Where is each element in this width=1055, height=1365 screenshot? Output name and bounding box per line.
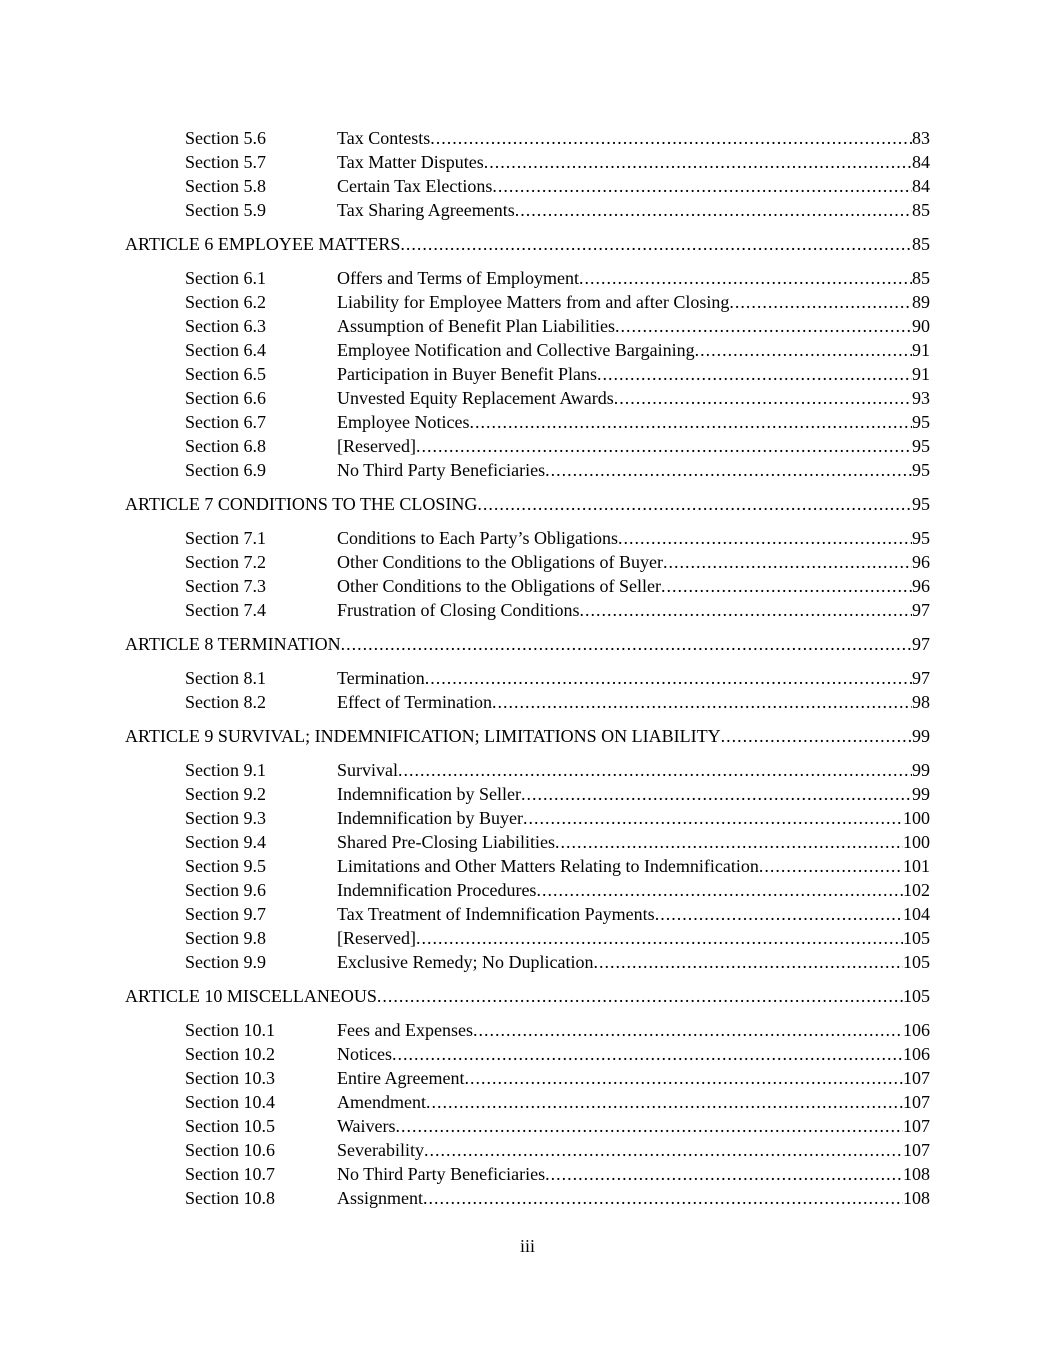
toc-page-number: 97 bbox=[912, 634, 930, 654]
toc-entry-title: Severability bbox=[337, 1140, 424, 1160]
page-footer-number: iii bbox=[519, 1236, 535, 1256]
dot-leader bbox=[615, 314, 912, 338]
toc-section-number: Section 10.8 bbox=[185, 1188, 275, 1208]
toc-section-number: Section 8.1 bbox=[185, 668, 266, 688]
toc-page-number: 83 bbox=[912, 128, 930, 148]
toc-entry-title: Employee Notices bbox=[337, 412, 470, 432]
toc-page-number: 106 bbox=[903, 1020, 930, 1040]
dot-leader bbox=[424, 1138, 903, 1162]
toc-list bbox=[125, 126, 930, 1210]
toc-section-row bbox=[125, 410, 930, 434]
toc-entry-title: Certain Tax Elections bbox=[337, 176, 493, 196]
dot-leader bbox=[729, 290, 912, 314]
toc-section-row bbox=[125, 290, 930, 314]
dot-leader bbox=[545, 1162, 903, 1186]
toc-section-row bbox=[125, 782, 930, 806]
dot-leader bbox=[396, 1114, 903, 1138]
toc-section-number: Section 6.6 bbox=[185, 388, 266, 408]
dot-leader bbox=[721, 724, 912, 748]
toc-section-number: Section 9.8 bbox=[185, 928, 266, 948]
toc-entry-title: Assumption of Benefit Plan Liabilities bbox=[337, 316, 615, 336]
toc-section-row bbox=[125, 830, 930, 854]
toc-section-number: Section 6.2 bbox=[185, 292, 266, 312]
toc-entry-title: Tax Contests bbox=[337, 128, 431, 148]
dot-leader bbox=[477, 492, 912, 516]
toc-entry-title: Other Conditions to the Obligations of Buyer bbox=[337, 552, 663, 572]
toc-page-number: 108 bbox=[903, 1164, 930, 1184]
toc-page-number: 96 bbox=[912, 552, 930, 572]
toc-entry-title: Entire Agreement bbox=[337, 1068, 465, 1088]
toc-section-row bbox=[125, 1066, 930, 1090]
toc-section-row bbox=[125, 666, 930, 690]
toc-page-number: 90 bbox=[912, 316, 930, 336]
toc-entry-title: Conditions to Each Party’s Obligations bbox=[337, 528, 618, 548]
toc-page-number: 84 bbox=[912, 176, 930, 196]
toc-section-row bbox=[125, 1090, 930, 1114]
dot-leader bbox=[695, 338, 912, 362]
toc-entry-title: Unvested Equity Replacement Awards bbox=[337, 388, 614, 408]
toc-page-number: 105 bbox=[903, 986, 930, 1006]
toc-page-number: 84 bbox=[912, 152, 930, 172]
toc-section-number: Section 6.3 bbox=[185, 316, 266, 336]
toc-page-number: 100 bbox=[903, 808, 930, 828]
toc-article-row bbox=[125, 984, 930, 1008]
toc-section-row bbox=[125, 314, 930, 338]
toc-section-row bbox=[125, 362, 930, 386]
dot-leader bbox=[341, 632, 912, 656]
toc-page-number: 85 bbox=[912, 268, 930, 288]
toc-section-number: Section 9.4 bbox=[185, 832, 266, 852]
toc-entry-title: No Third Party Beneficiaries bbox=[337, 460, 546, 480]
toc-page-number: 91 bbox=[912, 364, 930, 384]
toc-page-number: 98 bbox=[912, 692, 930, 712]
toc-page-number: 102 bbox=[903, 880, 930, 900]
dot-leader bbox=[416, 434, 912, 458]
toc-page-number: 95 bbox=[912, 436, 930, 456]
toc-page-number: 100 bbox=[903, 832, 930, 852]
toc-page-number: 107 bbox=[903, 1116, 930, 1136]
toc-page-number: 107 bbox=[903, 1068, 930, 1088]
toc-section-number: Section 6.7 bbox=[185, 412, 266, 432]
toc-entry-title: Survival bbox=[337, 760, 398, 780]
toc-section-row bbox=[125, 926, 930, 950]
toc-section-number: Section 9.1 bbox=[185, 760, 266, 780]
toc-page-number: 99 bbox=[912, 726, 930, 746]
toc-entry-title: Indemnification by Seller bbox=[337, 784, 521, 804]
dot-leader bbox=[400, 232, 912, 256]
toc-entry-title: Fees and Expenses bbox=[337, 1020, 473, 1040]
toc-entry-title: Participation in Buyer Benefit Plans bbox=[337, 364, 597, 384]
dot-leader bbox=[492, 174, 912, 198]
toc-section-number: Section 10.1 bbox=[185, 1020, 275, 1040]
toc-section-row bbox=[125, 1138, 930, 1162]
toc-section-number: Section 9.3 bbox=[185, 808, 266, 828]
dot-leader bbox=[593, 950, 903, 974]
toc-section-number: Section 6.5 bbox=[185, 364, 266, 384]
toc-section-row bbox=[125, 854, 930, 878]
toc-entry-title: Tax Sharing Agreements bbox=[337, 200, 515, 220]
toc-section-row bbox=[125, 1186, 930, 1210]
toc-entry-title: Termination bbox=[337, 668, 425, 688]
toc-section-number: Section 5.8 bbox=[185, 176, 266, 196]
dot-leader bbox=[464, 1066, 903, 1090]
toc-page-number: 85 bbox=[912, 234, 930, 254]
dot-leader bbox=[597, 362, 912, 386]
toc-section-row bbox=[125, 574, 930, 598]
toc-page-number: 105 bbox=[903, 952, 930, 972]
toc-entry-title: Indemnification Procedures bbox=[337, 880, 537, 900]
dot-leader bbox=[579, 266, 912, 290]
toc-section-row bbox=[125, 550, 930, 574]
toc-section-number: Section 8.2 bbox=[185, 692, 266, 712]
toc-section-row bbox=[125, 458, 930, 482]
toc-section-row bbox=[125, 338, 930, 362]
toc-section-row bbox=[125, 266, 930, 290]
dot-leader bbox=[473, 1018, 903, 1042]
toc-section-row bbox=[125, 150, 930, 174]
toc-article-row bbox=[125, 232, 930, 256]
toc-section-number: Section 6.9 bbox=[185, 460, 266, 480]
toc-page-number: 99 bbox=[912, 760, 930, 780]
toc-section-number: Section 5.9 bbox=[185, 200, 266, 220]
toc-article-title: ARTICLE 6 EMPLOYEE MATTERS bbox=[125, 234, 401, 254]
toc-page-number: 97 bbox=[912, 668, 930, 688]
toc-section-row bbox=[125, 690, 930, 714]
toc-entry-title: Frustration of Closing Conditions bbox=[337, 600, 580, 620]
toc-section-row bbox=[125, 198, 930, 222]
toc-section-number: Section 9.6 bbox=[185, 880, 266, 900]
dot-leader bbox=[759, 854, 903, 878]
dot-leader bbox=[423, 1186, 903, 1210]
dot-leader bbox=[618, 526, 912, 550]
toc-article-row bbox=[125, 632, 930, 656]
toc-entry-title: Amendment bbox=[337, 1092, 426, 1112]
toc-page-number: 99 bbox=[912, 784, 930, 804]
dot-leader bbox=[555, 830, 903, 854]
dot-leader bbox=[392, 1042, 903, 1066]
toc-entry-title: Employee Notification and Collective Bargaining bbox=[337, 340, 695, 360]
dot-leader bbox=[484, 150, 912, 174]
toc-article-title: ARTICLE 9 SURVIVAL; INDEMNIFICATION; LIMITATIONS ON LIABILITY bbox=[125, 726, 721, 746]
dot-leader bbox=[655, 902, 903, 926]
dot-leader bbox=[523, 806, 903, 830]
toc-entry-title: Indemnification by Buyer bbox=[337, 808, 523, 828]
toc-section-number: Section 9.7 bbox=[185, 904, 266, 924]
toc-section-number: Section 10.2 bbox=[185, 1044, 275, 1064]
dot-leader bbox=[426, 1090, 903, 1114]
toc-section-row bbox=[125, 1042, 930, 1066]
toc-page-number: 108 bbox=[903, 1188, 930, 1208]
toc-entry-title: Assignment bbox=[337, 1188, 424, 1208]
toc-page-number: 85 bbox=[912, 200, 930, 220]
toc-entry-title: Limitations and Other Matters Relating to Indemnification bbox=[337, 856, 759, 876]
toc-section-row bbox=[125, 758, 930, 782]
toc-section-row bbox=[125, 126, 930, 150]
toc-page-number: 105 bbox=[903, 928, 930, 948]
toc-page-number: 107 bbox=[903, 1092, 930, 1112]
toc-entry-title: Other Conditions to the Obligations of Seller bbox=[337, 576, 661, 596]
toc-entry-title: [Reserved] bbox=[337, 436, 416, 456]
toc-section-number: Section 6.1 bbox=[185, 268, 266, 288]
toc-entry-title: No Third Party Beneficiaries bbox=[337, 1164, 546, 1184]
toc-entry-title: Tax Treatment of Indemnification Payments bbox=[337, 904, 655, 924]
toc-page-number: 106 bbox=[903, 1044, 930, 1064]
toc-article-title: ARTICLE 8 TERMINATION bbox=[125, 634, 341, 654]
dot-leader bbox=[663, 550, 912, 574]
toc-section-row bbox=[125, 174, 930, 198]
toc-section-row bbox=[125, 878, 930, 902]
toc-entry-title: Notices bbox=[337, 1044, 392, 1064]
dot-leader bbox=[661, 574, 912, 598]
toc-page-number: 95 bbox=[912, 494, 930, 514]
toc-section-number: Section 7.1 bbox=[185, 528, 266, 548]
toc-section-number: Section 9.2 bbox=[185, 784, 266, 804]
dot-leader bbox=[469, 410, 912, 434]
toc-section-row bbox=[125, 526, 930, 550]
dot-leader bbox=[425, 666, 912, 690]
dot-leader bbox=[377, 984, 903, 1008]
toc-section-row bbox=[125, 1018, 930, 1042]
toc-page-number: 95 bbox=[912, 412, 930, 432]
toc-section-number: Section 9.5 bbox=[185, 856, 266, 876]
toc-section-row bbox=[125, 386, 930, 410]
toc-section-row bbox=[125, 950, 930, 974]
dot-leader bbox=[430, 126, 912, 150]
toc-article-title: ARTICLE 7 CONDITIONS TO THE CLOSING bbox=[125, 494, 478, 514]
toc-section-number: Section 7.3 bbox=[185, 576, 266, 596]
dot-leader bbox=[545, 458, 912, 482]
toc-section-number: Section 5.6 bbox=[185, 128, 266, 148]
toc-section-number: Section 6.8 bbox=[185, 436, 266, 456]
toc-page-number: 91 bbox=[912, 340, 930, 360]
toc-section-number: Section 6.4 bbox=[185, 340, 266, 360]
toc-article-row bbox=[125, 724, 930, 748]
dot-leader bbox=[580, 598, 912, 622]
toc-section-row bbox=[125, 902, 930, 926]
toc-section-number: Section 10.5 bbox=[185, 1116, 275, 1136]
toc-entry-title: [Reserved] bbox=[337, 928, 416, 948]
toc-section-row bbox=[125, 1162, 930, 1186]
toc-page-number: 101 bbox=[903, 856, 930, 876]
dot-leader bbox=[416, 926, 903, 950]
toc-section-number: Section 10.3 bbox=[185, 1068, 275, 1088]
toc-section-number: Section 5.7 bbox=[185, 152, 266, 172]
toc-article-title: ARTICLE 10 MISCELLANEOUS bbox=[125, 986, 377, 1006]
toc-page-number: 89 bbox=[912, 292, 930, 312]
toc-section-number: Section 7.2 bbox=[185, 552, 266, 572]
dot-leader bbox=[536, 878, 903, 902]
dot-leader bbox=[521, 782, 912, 806]
toc-section-row bbox=[125, 806, 930, 830]
toc-section-row bbox=[125, 1114, 930, 1138]
toc-page-number: 107 bbox=[903, 1140, 930, 1160]
toc-page-number: 96 bbox=[912, 576, 930, 596]
toc-section-number: Section 10.6 bbox=[185, 1140, 275, 1160]
toc-entry-title: Offers and Terms of Employment bbox=[337, 268, 580, 288]
toc-entry-title: Shared Pre-Closing Liabilities bbox=[337, 832, 555, 852]
toc-section-row bbox=[125, 434, 930, 458]
toc-section-number: Section 9.9 bbox=[185, 952, 266, 972]
toc-page-number: 93 bbox=[912, 388, 930, 408]
toc-section-row bbox=[125, 598, 930, 622]
toc-page-number: 97 bbox=[912, 600, 930, 620]
toc-entry-title: Tax Matter Disputes bbox=[337, 152, 484, 172]
dot-leader bbox=[515, 198, 912, 222]
toc-section-number: Section 7.4 bbox=[185, 600, 266, 620]
toc-entry-title: Liability for Employee Matters from and after Closing bbox=[337, 292, 730, 312]
toc-section-number: Section 10.7 bbox=[185, 1164, 275, 1184]
dot-leader bbox=[492, 690, 912, 714]
toc-page-number: 95 bbox=[912, 528, 930, 548]
toc-entry-title: Effect of Termination bbox=[337, 692, 493, 712]
dot-leader bbox=[398, 758, 912, 782]
toc-page-number: 104 bbox=[903, 904, 930, 924]
toc-article-row bbox=[125, 492, 930, 516]
toc-section-number: Section 10.4 bbox=[185, 1092, 275, 1112]
dot-leader bbox=[614, 386, 912, 410]
toc-page-number: 95 bbox=[912, 460, 930, 480]
toc-entry-title: Exclusive Remedy; No Duplication bbox=[337, 952, 594, 972]
toc-entry-title: Waivers bbox=[337, 1116, 396, 1136]
